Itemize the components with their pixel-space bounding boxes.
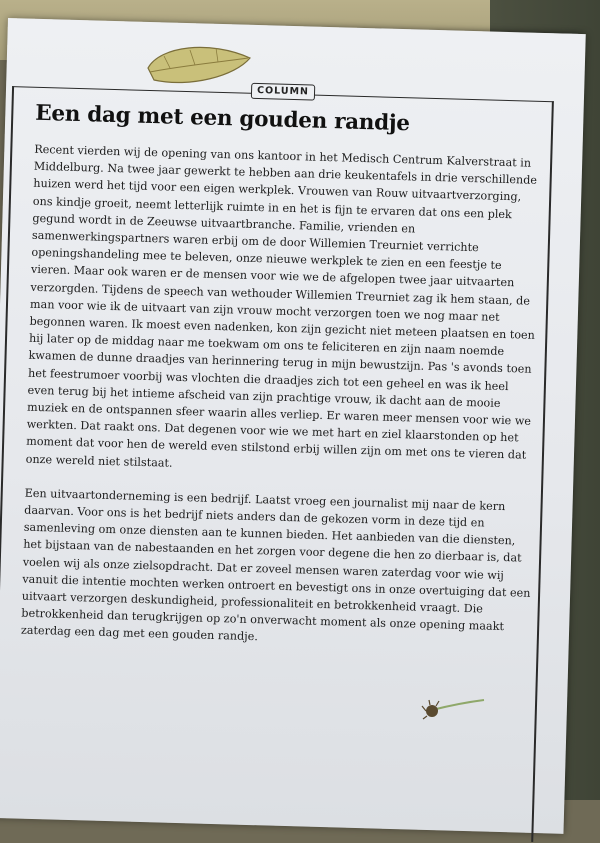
section-tag: COLUMN [251, 83, 315, 101]
newspaper-page [0, 18, 586, 834]
article-title: Een dag met een gouden randje [35, 100, 411, 137]
article-body [20, 141, 544, 671]
dried-leaf-icon [140, 38, 260, 93]
plant-sprout-icon [418, 692, 488, 722]
paragraph-2: Een uitvaartonderneming is een bedrijf. Laatst vroeg een journalist mij naar de kern daarvan. Voor ons is het bedrijf niets anders dan de gekozen vorm in deze tijd en samenleving om onze diensten aan te kunnen bieden. Het aanbieden van die diensten, het bijstaan van de nabestaanden en het zorgen voor degene die hen zo dierbaar is, dat voelen wij als onze zielsopdracht. Dat er zoveel mensen waren zaterdag voor wie wij vanuit die intentie mochten werken ontroert en bevestigt ons in onze overtuiging dat een uitvaart verzorgen deskundigheid, professionaliteit en betrokkenheid vraagt. Die betrokkenheid dan terugkrijgen op zo'n onverwacht moment als onze opening maakt zaterdag een dag met een gouden randje. [20, 486, 531, 644]
paragraph-1: Recent vierden wij de opening van ons kantoor in het Medisch Centrum Kalverstraat in Middelburg. Na twee jaar gewerkt te hebben aan drie keukentafels in drie verschillende huizen werd het tijd voor een eigen werkplek. Vrouwen van Rouw uitvaartverzorging, ons kindje groeit, neemt letterlijk ruimte in en het is fijn te ervaren dat ons een plek gegund wordt in de Zeeuwse uitvaartbranche. Familie, vrienden en samenwerkingspartners waren erbij om de door Willemien Treurniet verrichte openingshandeling mee te beleven, onze nieuwe werkplek te zien en een feestje te vieren. Maar ook waren er de mensen voor wie we de afgelopen twee jaar uitvaarten verzorgden. Tijdens de speech van wethouder Willemien Treurniet zag ik hem staan, de man voor wie ik de uitvaart van zijn vrouw mocht verzorgen toen we nog maar net begonnen waren. Ik moest even nadenken, kon zijn gezicht niet meteen plaatsen en toen hij later op de middag naar me toekwam om ons te feliciteren en zijn naam noemde kwamen de dunne draadjes van herinnering terug in mijn bewustzijn. Pas 's avonds toen het feestrumoer voorbij was vlochten die draadjes zich tot een geheel en was ik heel even terug bij het intieme afscheid van zijn prachtige vrouw, ik dacht aan de mooie muziek en de ontspannen sfeer waarin alles verliep. Er waren meer mensen voor wie we werkten. Dat raakt ons. Dat degenen voor wie we met hart en ziel klaarstonden op het moment dat voor hen de wereld even stilstond erbij willen zijn om met ons te vieren dat onze wereld niet stilstaat. [25, 142, 538, 470]
